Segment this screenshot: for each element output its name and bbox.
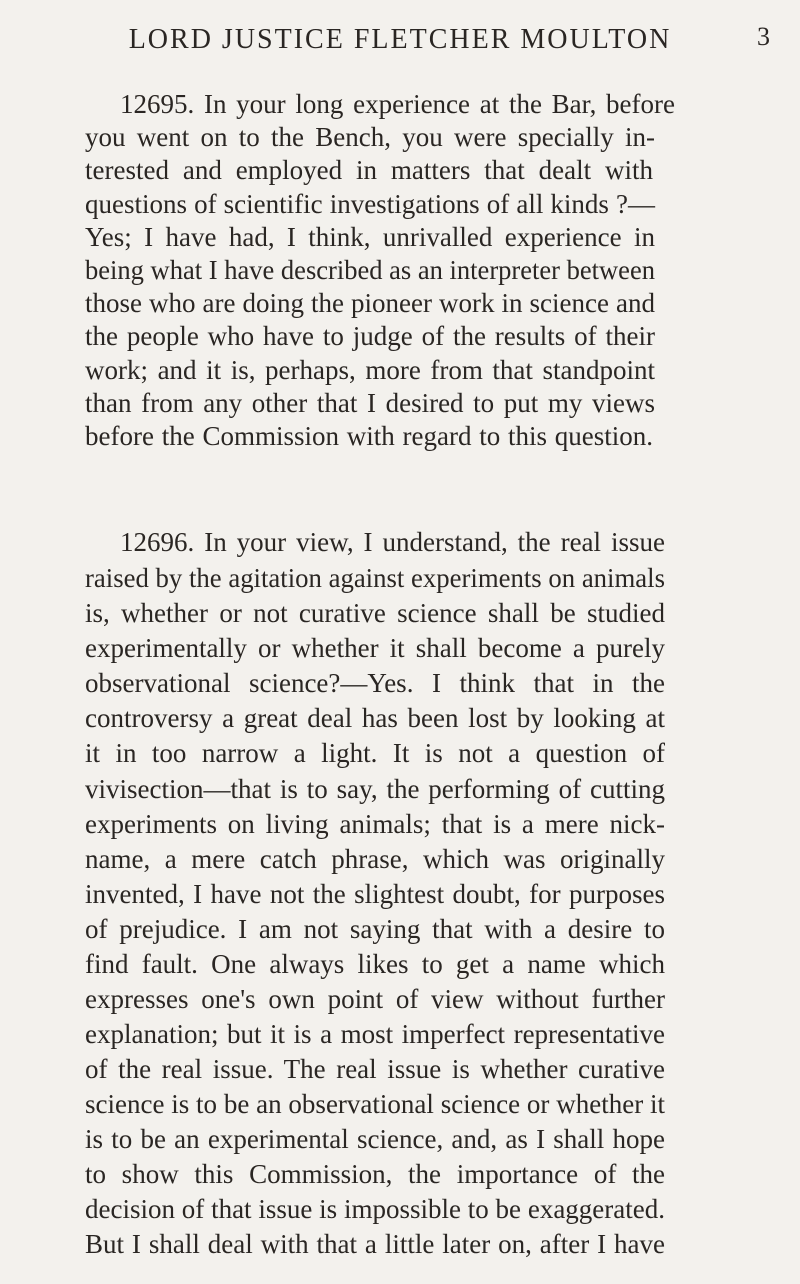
text-line: 12695. In your long experience at the Bar, before: [120, 89, 675, 119]
text-line: experimentally or whether it shall become a purely: [85, 633, 665, 663]
text-line: work; and it is, perhaps, more from that standpoint: [85, 355, 655, 385]
text-line: terested and employed in matters that dealt with: [85, 155, 653, 185]
text-line: those who are doing the pioneer work in science and: [85, 288, 655, 318]
text-line: explanation; but it is a most imperfect representative: [85, 1019, 665, 1049]
text-line: to show this Commission, the importance of the: [85, 1159, 665, 1189]
text-line: being what I have described as an interpreter between: [85, 255, 655, 285]
text-line: find fault. One always likes to get a name which: [85, 949, 665, 979]
text-line: controversy a great deal has been lost by looking at: [85, 703, 665, 733]
text-line: before the Commission with regard to this question.: [85, 421, 653, 451]
text-line: 12696. In your view, I understand, the real issue: [120, 527, 665, 557]
text-line: raised by the agitation against experiments on animals: [85, 563, 665, 593]
text-line: questions of scientific investigations of all kinds ?—: [85, 189, 655, 219]
text-line: decision of that issue is impossible to be exaggerated.: [85, 1194, 665, 1224]
text-line: observational science?—Yes. I think that in the: [85, 668, 665, 698]
page-number: 3: [757, 22, 770, 51]
text-line: of prejudice. I am not saying that with a desire to: [85, 914, 665, 944]
text-line: of the real issue. The real issue is whether curative: [85, 1054, 665, 1084]
text-line: is, whether or not curative science shall be studied: [85, 598, 665, 628]
text-line: vivisection—that is to say, the performing of cutting: [85, 774, 665, 804]
text-line: expresses one's own point of view without further: [85, 984, 665, 1014]
text-line: than from any other that I desired to put my views: [85, 388, 655, 418]
text-line: name, a mere catch phrase, which was originally: [85, 844, 665, 874]
text-line: science is to be an observational science or whether it: [85, 1089, 665, 1119]
text-line: the people who have to judge of the results of their: [85, 321, 655, 351]
running-title: LORD JUSTICE FLETCHER MOULTON: [128, 24, 672, 55]
text-line: you went on to the Bench, you were specially in-: [85, 122, 655, 152]
text-line: is to be an experimental science, and, as I shall hope: [85, 1124, 665, 1154]
text-line: experiments on living animals; that is a mere nick-: [85, 809, 665, 839]
text-line: But I shall deal with that a little later on, after I have: [85, 1229, 665, 1259]
text-line: invented, I have not the slightest doubt, for purposes: [85, 879, 665, 909]
text-line: Yes; I have had, I think, unrivalled experience in: [85, 222, 655, 252]
text-line: it in too narrow a light. It is not a question of: [85, 738, 665, 768]
